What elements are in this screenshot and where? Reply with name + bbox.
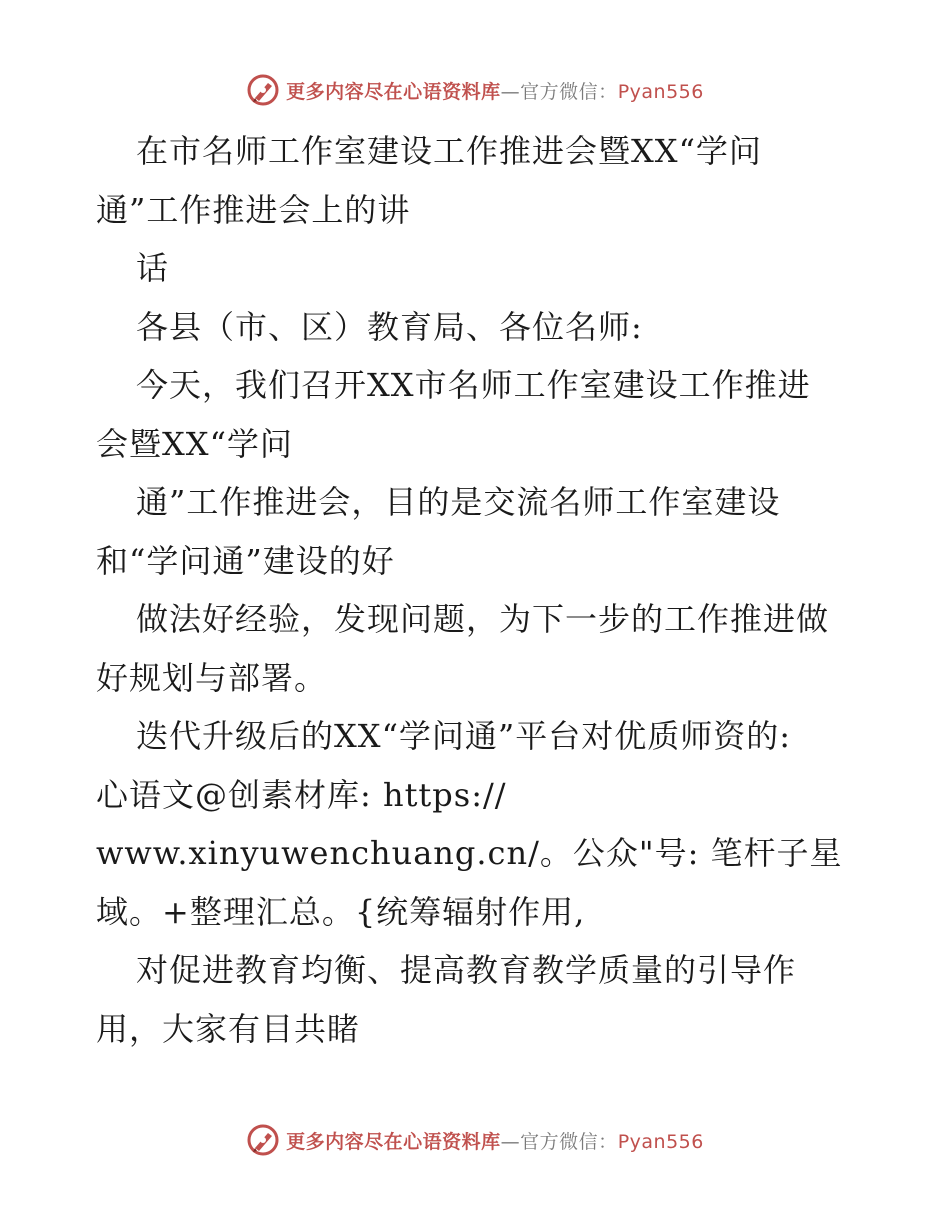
text-line: 会暨XX“学问 [96,424,293,463]
text-line: 心语文@创素材库: https:// [96,775,507,814]
text-line: 和“学问通”建设的好 [96,541,395,580]
header-banner [0,68,950,112]
text-line: 各县（市、区）教育局、各位名师: [136,307,643,346]
header-wechat-id: Pyan556 [617,80,704,103]
document-body [96,122,866,1058]
text-line: 域。+整理汇总。{统筹辐射作用, [96,892,586,931]
text-line: 今天，我们召开XX市名师工作室建设工作推进 [136,366,811,404]
pen-logo-icon [246,1123,280,1157]
text-line: 对促进教育均衡、提高教育教学质量的引导作 [136,951,797,989]
footer-wechat-label: 官方微信： [520,1130,618,1153]
footer-banner [0,1118,950,1162]
text-line: 话 [136,249,170,287]
footer-banner-text [286,1127,704,1154]
text-line: 做法好经验，发现问题，为下一步的工作推进做 [136,600,830,638]
text-line: www.xinyuwenchuang.cn/。公众"号: 笔杆子星 [96,834,843,872]
header-separator: — [500,80,521,103]
footer-separator: — [500,1130,521,1153]
text-line: 通”工作推进会上的讲 [96,190,411,229]
header-wechat-label: 官方微信： [520,80,618,103]
text-line: 好规划与部署。 [96,658,328,697]
text-line: 用，大家有目共睹 [96,1009,361,1048]
footer-wechat-id: Pyan556 [617,1130,704,1153]
header-brand: 更多内容尽在心语资料库 [286,80,501,103]
header-banner-text [286,77,704,104]
pen-logo-icon [246,73,280,107]
text-line: 通”工作推进会，目的是交流名师工作室建设 [136,483,781,521]
text-line: 迭代升级后的XX“学问通”平台对优质师资的: [136,717,792,755]
footer-brand: 更多内容尽在心语资料库 [286,1130,501,1153]
text-line: 在市名师工作室建设工作推进会暨XX“学问 [136,132,762,170]
